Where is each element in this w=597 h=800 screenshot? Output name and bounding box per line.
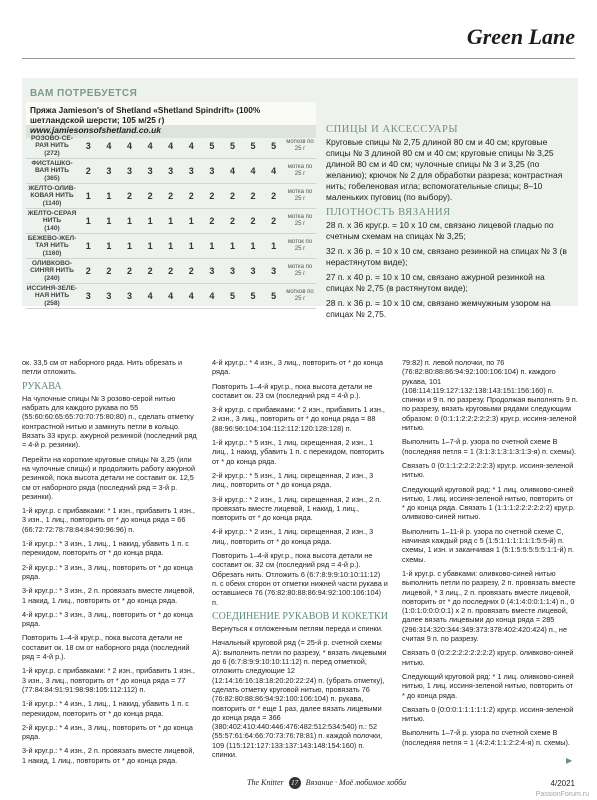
quantity-cell: 1: [119, 234, 140, 259]
paragraph: Следующий круговой ряд: * 1 лиц. оливково-синей нитью, 1 лиц. иссиня-зеленой нитью, повторить от * до конца ряда. Связать 1 (1:1:1:2:2:2:2:2:2) круг.р. оливково-синей нитью.: [402, 484, 575, 522]
paragraph: 79:82) п. левой полочки, по 76 (76:82:80:88:86:94:92:100:106:104) п. каждого рукава, 101 (108:114:119:127:132:138:143:151:156:160) п. спинки и 9 п. по разрезу. Продолжая выполнять 9 п. по разрезу, вязать круговыми рядами следующим образом: 0 (0:1:1:2:2:2:2:2:3) круг.р. иссиня-зеленой нитью.: [402, 358, 578, 433]
paragraph: 3-й круг.р.: * 3 изн., 2 п. провязать вместе лицевой, 1 накид, 1 лиц., повторить от * до конца ряда.: [22, 586, 195, 605]
page-footer: [22, 775, 575, 791]
quantity-cell: 2: [181, 259, 202, 284]
paragraph: 1-й круг.р. с прибавками: * 2 изн., прибавить 1 изн., 3 изн., 3 лиц., повторить от * до конца ряда = 77 (77:84:84:91:91:98:98:105:112:112) п.: [22, 666, 195, 694]
quantity-cell: 4: [140, 284, 161, 309]
quantity-cell: 5: [222, 134, 243, 159]
yarn-site: www.jamiesonsofshetland.co.uk: [26, 125, 316, 138]
quantity-cell: 4: [140, 134, 161, 159]
quantity-cell: 3: [181, 159, 202, 184]
color-label: БЕЖЕВО-ЖЕЛ-ТАЯ НИТЬ: [27, 234, 77, 250]
paragraph: 1-й круг.р.: * 3 изн., 1 лиц., 1 накид, убавить 1 п. с перекидом, повторить от * до конца ряда.: [22, 539, 189, 558]
quantity-cell: 2: [99, 259, 120, 284]
unit-cell: мотка по 25 г: [284, 259, 316, 284]
quantity-cell: 3: [119, 284, 140, 309]
quantity-cell: 5: [222, 284, 243, 309]
unit-cell: мотка по 25 г: [284, 159, 316, 184]
quantity-cell: 1: [78, 184, 99, 209]
color-code: (1140): [42, 199, 62, 207]
magazine-subtitle: Вязание · Моё любимое хобби: [305, 778, 407, 787]
section-heading-joining: СОЕДИНЕНИЕ РУКАВОВ И КОКЕТКИ: [212, 610, 388, 622]
paragraph: 2-й круг.р.: * 3 изн., 3 лиц., повторить от * до конца ряда.: [22, 562, 193, 581]
quantity-cell: 4: [99, 134, 120, 159]
color-code: (1160): [42, 249, 62, 257]
paragraph: 1-й круг.р.: * 4 изн., 1 лиц., 1 накид, убавить 1 п. с перекидом, повторить от * до конца ряда.: [22, 699, 189, 718]
unit-cell: мотков по 25 г: [284, 284, 316, 309]
quantity-cell: 2: [263, 209, 284, 234]
quantity-cell: 4: [119, 134, 140, 159]
unit-cell: моток по 25 г: [284, 234, 316, 259]
yarn-color-name: [26, 134, 78, 159]
paragraph: Выполнить 1–11-й р. узора по счетной схеме С, начиная каждый ряд с 5 (1:5:1:1:1:1:1:1:5:5-й) п. схемы, 1 изн. и заканчивая 1 (5:1:5:5:5:5:5:1:1-й) п. схемы.: [402, 526, 575, 564]
paragraph: Связать 0 (0:2:2:2:2:2:2:2:2) круг.р. оливково-синей нитью.: [402, 648, 574, 667]
quantity-cell: 3: [202, 259, 223, 284]
quantity-cell: 1: [99, 209, 120, 234]
materials-panel: [22, 78, 578, 319]
paragraph: 2-й круг.р.: * 5 изн., 1 лиц. скрещенная, 2 изн., 3 лиц., повторить от * до конца ряда.: [212, 470, 374, 490]
unit-cell: мотка по 25 г: [284, 209, 316, 234]
quantity-cell: 1: [160, 209, 181, 234]
color-code: (272): [44, 149, 60, 157]
paragraph: 1-й круг.р. с убавками: оливково-синей нитью выполнить петли по разрезу, 2 п. провязать вместе лицевой, * 3 лиц., 2 п. провязать вместе лицевой, повторить от * до последних 0 (4:1:4:0:0:1:1:4) п., 0 (1:0:1:0:0:0:0:1) х 2 п. провязать вместе лицевой, далее вязать лицевыми до конца ряда = 285 (296:314:320:344:349:373:378:402:420:424) п., не считая 9 п. по разрезу.: [402, 568, 576, 644]
quantity-cell: 1: [99, 234, 120, 259]
column-1: [22, 358, 198, 770]
yarn-row: [26, 134, 316, 159]
quantity-cell: 5: [243, 134, 264, 159]
gauge-line: 27 п. х 40 р. = 10 х 10 см, связано ажурной резинкой на спицах № 2,75 (в растянутом виде);: [326, 272, 545, 293]
quantity-cell: 2: [243, 209, 264, 234]
color-label: ФИСТАШКО-ВАЯ НИТЬ: [31, 159, 73, 175]
color-label: ИССИНЯ-ЗЕЛЕ-НАЯ НИТЬ: [26, 284, 78, 300]
quantity-cell: 1: [263, 234, 284, 259]
yarn-color-name: [26, 209, 78, 234]
quantity-cell: 2: [263, 184, 284, 209]
section-heading-sleeves: РУКАВА: [22, 380, 62, 392]
quantity-cell: 3: [99, 284, 120, 309]
brand-title: Green Lane: [466, 24, 575, 49]
unit-cell: мотка по 25 г: [284, 184, 316, 209]
quantity-cell: 2: [181, 184, 202, 209]
gauge-line: 28 п. х 36 р. = 10 х 10 см, связано жемчужным узором на спицах № 2,75.: [326, 298, 551, 319]
quantity-cell: 1: [202, 234, 223, 259]
yarn-row: [26, 284, 316, 309]
quantity-cell: 3: [222, 259, 243, 284]
page-number: 17: [289, 777, 301, 789]
yarn-row: [26, 184, 316, 209]
paragraph: Следующий круговой ряд: * 1 лиц. оливково-синей нитью, 1 лиц. иссиня-зеленой нитью, повторить от * до конца ряда.: [402, 671, 574, 700]
column-3: [402, 358, 578, 752]
quantity-cell: 1: [140, 209, 161, 234]
quantity-cell: 3: [160, 159, 181, 184]
quantity-cell: 3: [119, 159, 140, 184]
yarn-row: [26, 259, 316, 284]
color-label: ЖЕЛТО-ОЛИВ-КОВАЯ НИТЬ: [28, 184, 76, 200]
gauge-line: 28 п. х 36 круг.р. = 10 х 10 см, связано лицевой гладью по счетным схемам на спицах № 3,25;: [326, 220, 554, 241]
paragraph: 4-й круг.р.: * 4 изн., 3 лиц., повторить от * до конца ряда.: [212, 358, 383, 377]
paragraph: На чулочные спицы № 3 розово-серой нитью набрать для каждого рукава по 55 (55:60:60:65:65:70:70:75:80:80) п., сделать отметку контрастной нитью и замкнуть петли в кольцо. Вязать 33 круг.р. ажурной резинкой (последний ряд = 4-й р. резинки).: [22, 393, 197, 450]
paragraph: 1-й круг.р.: * 5 изн., 1 лиц. скрещенная, 2 изн., 1 лиц., 1 накид, убавить 1 п. с перекидом, повторить от * до конца ряда.: [212, 438, 385, 466]
quantity-cell: 4: [243, 159, 264, 184]
paragraph: 4-й круг.р.: * 3 изн., 3 лиц., повторить от * до конца ряда.: [22, 609, 193, 629]
gauge-line: 32 п. х 36 р. = 10 х 10 см, связано резинкой на спицах № 3 (в нерастянутом виде);: [326, 246, 567, 267]
quantity-cell: 3: [263, 259, 284, 284]
watermark: PassionForum.ru: [535, 791, 589, 798]
quantity-cell: 2: [202, 184, 223, 209]
color-label: РОЗОВО-СЕ-РАЯ НИТЬ: [31, 134, 73, 150]
tools-heading: СПИЦЫ И АКСЕССУАРЫ: [326, 124, 459, 135]
quantity-cell: 1: [160, 234, 181, 259]
paragraph: Повторить 1–4-й круг.р., пока высота детали не составит ок. 18 см от наборного ряда (последний ряд = 4-й р.).: [22, 633, 190, 662]
quantity-cell: 2: [140, 259, 161, 284]
unit-cell: мотков по 25 г: [284, 134, 316, 159]
yarn-color-name: [26, 159, 78, 184]
quantity-cell: 5: [263, 134, 284, 159]
paragraph: Выполнить 1–7-й р. узора по счетной схеме В (последняя петля = 1 (3:1:3:1:3:1:3:1:3-я) п. схемы).: [402, 437, 577, 456]
paragraph: 1-й круг.р. с прибавками: * 1 изн., прибавить 1 изн., 3 изн., 1 лиц., повторить от * до конца ряда = 66 (66:72:72:78:78:84:84:90:96:96) п.: [22, 506, 195, 534]
quantity-cell: 2: [160, 184, 181, 209]
yarn-name: Пряжа Jamieson's of Shetland «Shetland Spindrift» (100% шетландской шерсти; 105 м/25 г): [30, 105, 261, 125]
quantity-cell: 4: [181, 284, 202, 309]
footer-magazine: [247, 777, 406, 789]
quantity-cell: 2: [119, 259, 140, 284]
quantity-cell: 4: [160, 284, 181, 309]
quantity-cell: 3: [243, 259, 264, 284]
yarn-color-name: [26, 234, 78, 259]
quantity-cell: 3: [78, 284, 99, 309]
issue-date: 4/2021: [550, 778, 575, 788]
paragraph: Повторить 1–4-й круг.р., пока высота детали не составит ок. 23 см (последний ряд = 4-й р.).: [212, 381, 373, 400]
quantity-cell: 1: [222, 234, 243, 259]
tools-text: Круговые спицы № 2,75 длиной 80 см и 40 см; круговые спицы № 3 длиной 80 см и 40 см; круговые спицы № 3,25 длиной 80 см и 40 см; чулочные спицы № 3 и 3,25 (по желанию); крючок № 2 для обработки разреза; контрастная нить; гобеленовая игла; вспомогательные спицы; 8–10 маленьких пуговиц (по выбору).: [326, 137, 563, 202]
quantity-cell: 2: [140, 184, 161, 209]
quantity-cell: 1: [140, 234, 161, 259]
quantity-cell: 2: [202, 209, 223, 234]
paragraph: 2-й круг.р.: * 4 изн., 3 лиц., повторить от * до конца ряда.: [22, 722, 193, 742]
quantity-cell: 3: [140, 159, 161, 184]
quantity-cell: 2: [222, 184, 243, 209]
column-2: [212, 358, 388, 764]
color-code: (258): [44, 299, 60, 307]
yarn-color-name: [26, 259, 78, 284]
quantity-cell: 2: [243, 184, 264, 209]
paragraph: Связать 0 (0:0:0:1:1:1:1:1:2) круг.р. иссиня-зеленой нитью.: [402, 704, 574, 724]
paragraph: 3-й круг.р.: * 4 изн., 2 п. провязать вместе лицевой, 1 накид, 1 лиц., повторить от * до конца ряда.: [22, 746, 195, 765]
quantity-cell: 5: [263, 284, 284, 309]
paragraph: Начальный круговой ряд (= 25-й р. счетной схемы А): выполнить петли по разрезу, * вязать лицевыми до 6 (6:7:8:9:9:10:10:11:12) п. перед отметкой, отложить следующие 12 (12:14:16:16:18:18:20:20:22:24) п. (убрать отметку), сделать отметку круговой нитью, провязать 76 (76:82:80:88:86:94:92:100:106:104) п. рукава, повторить от * еще 1 раз, далее вязать лицевыми до конца ряда = 366 (380:402:410:440:446:476:482:512:534:540) п.: 52 (55:57:61:64:66:70:73:76:78:81) п. каждой полочки, 109 (115:121:127:133:137:143:148:154:160) п. спинки.: [212, 638, 387, 759]
paragraph: Повторить 1–4-й круг.р., пока высота детали не составит ок. 32 см (последний ряд = 4-й р.). Обрезать нить. Отложить 6 (6:7:8:9:9:10:10:11:12) п. с обеих сторон от отметки нижней части рукава и оставшиеся 76 (76:82:80:88:86:94:92:100:106:104) п.: [212, 551, 388, 607]
quantity-cell: 3: [78, 134, 99, 159]
paragraph: Перейти на короткие круговые спицы № 3,25 (или на чулочные спицы) и продолжить работу ажурной резинкой, пока высота детали не составит ок. 12,5 см от наборного ряда (последний ряд = 3-й р. резинки).: [22, 454, 196, 501]
paragraph: Вернуться к отложенным петлям переда и спинки.: [212, 624, 383, 634]
quantity-cell: 2: [160, 259, 181, 284]
paragraph: 4-й круг.р.: * 2 изн., 1 лиц. скрещенная, 2 изн., 3 лиц., повторить от * до конца ряда.: [212, 527, 374, 546]
quantity-cell: 2: [119, 184, 140, 209]
tools-section: [326, 124, 574, 324]
quantity-cell: 4: [181, 134, 202, 159]
quantity-cell: 1: [119, 209, 140, 234]
quantity-cell: 3: [99, 159, 120, 184]
quantity-cell: 4: [263, 159, 284, 184]
quantity-cell: 1: [181, 234, 202, 259]
top-divider: [22, 58, 575, 59]
yarn-row: [26, 209, 316, 234]
quantity-cell: 2: [78, 159, 99, 184]
yarn-color-name: [26, 184, 78, 209]
quantity-cell: 2: [78, 259, 99, 284]
yarn-color-name: [26, 284, 78, 309]
continue-arrow-icon: ▶: [566, 756, 573, 765]
color-code: (140): [44, 224, 60, 232]
color-code: (240): [44, 274, 60, 282]
yarn-row: [26, 159, 316, 184]
color-code: (365): [44, 174, 60, 182]
quantity-cell: 1: [181, 209, 202, 234]
quantity-cell: 4: [222, 159, 243, 184]
color-label: ОЛИВКОВО-СИНЯЯ НИТЬ: [30, 259, 74, 275]
paragraph: 3-й круг.р. с прибавками: * 2 изн., прибавить 1 изн., 2 изн., 3 лиц., повторить от * до конца ряда = 88 (88:96:96:104:104:112:112:120:128:128) п.: [212, 405, 385, 433]
yarn-row: [26, 234, 316, 259]
quantity-cell: 2: [222, 209, 243, 234]
magazine-name: The Knitter: [247, 778, 284, 787]
needs-title: ВАМ ПОТРЕБУЕТСЯ: [30, 88, 138, 99]
quantity-cell: 4: [202, 284, 223, 309]
yarn-box: [26, 102, 316, 138]
paragraph: 3-й круг.р.: * 2 изн., 1 лиц. скрещенная, 2 изн., 2 п. провязать вместе лицевой, 1 накид, 1 лиц., повторить от * до конца ряда.: [212, 494, 382, 523]
paragraph: Связать 0 (0:1:1:2:2:2:2:2:3) круг.р. иссиня-зеленой нитью.: [402, 460, 574, 480]
paragraph: ок. 33,5 см от наборного ряда. Нить обрезать и петли отложить.: [22, 358, 183, 377]
color-label: ЖЕЛТО-СЕРАЯ НИТЬ: [27, 209, 77, 225]
paragraph: Выполнить 1–7-й р. узора по счетной схеме В (последняя петля = 1 (4:2:4:1:1:2:2:4-я) п. схемы).: [402, 728, 570, 747]
quantity-cell: 3: [202, 159, 223, 184]
quantity-cell: 1: [78, 209, 99, 234]
instructions: [22, 358, 578, 773]
quantity-cell: 1: [78, 234, 99, 259]
yarn-quantity-table: [26, 134, 316, 309]
gauge-heading: ПЛОТНОСТЬ ВЯЗАНИЯ: [326, 207, 451, 218]
quantity-cell: 1: [243, 234, 264, 259]
quantity-cell: 5: [243, 284, 264, 309]
quantity-cell: 1: [99, 184, 120, 209]
quantity-cell: 4: [160, 134, 181, 159]
quantity-cell: 5: [202, 134, 223, 159]
